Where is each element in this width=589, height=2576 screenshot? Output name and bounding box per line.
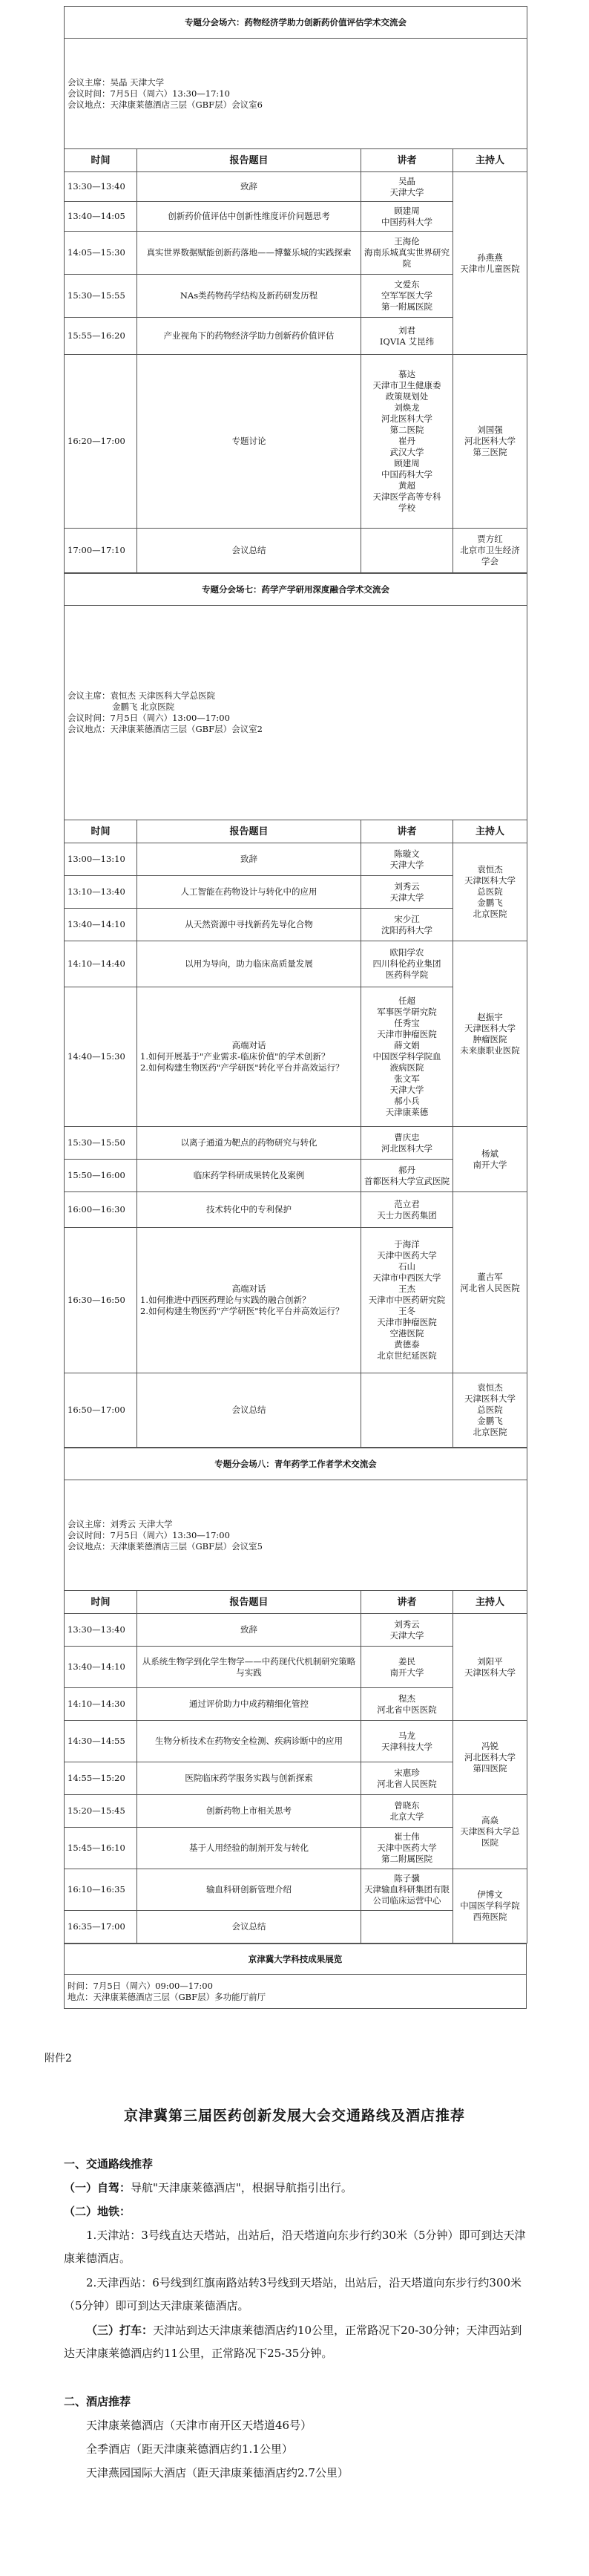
metro-heading: （二）地铁： — [64, 2205, 131, 2218]
section-hotel-heading: 二、酒店推荐 — [64, 2395, 131, 2408]
session-title: 专题分会场八：青年药学工作者学术交流会 — [65, 1448, 527, 1480]
hotel-item: 全季酒店（距天津康莱德酒店约1.1公里） — [86, 2442, 293, 2456]
metro-route-2: 2.天津西站：6号线到红旗南路站转3号线到天塔站，出站后，沿天塔道向东步行约300米（5分钟）即可到达天津康莱德酒店。 — [64, 2276, 522, 2312]
transport-title: 京津冀第三届医药创新发展大会交通路线及酒店推荐 — [123, 2108, 465, 2124]
exhibition-title: 京津冀大学科技成果展览 — [65, 1944, 527, 1975]
hotel-item: 天津康莱德酒店（天津市南开区天塔道46号） — [86, 2419, 312, 2432]
session-7-table: 专题分会场七：药学产学研用深度融合学术交流会 会议主席：袁恒杰 天津医科大学总医院 金鹏飞 北京医院 会议时间：7月5日（周六）13:00—17:00 会议地点：天津康莱德酒店三层（GBF层）会议室2 时间 报告题目 讲者 主持人 13:00—13:10 致辞 陈璇文 天津大学 袁恒杰 天津医科大学 总医院 金鹏飞 北京医院 13:10—13:40 人工智能在药物设计与转化中的应用 刘秀云 天津大学 13:40—14:10 从天然资源中寻找新药先导化合物 宋少江 沈阳药科大学 14:10—14:40 以用为导向，助力临床高质量发展 欧阳学农 四川科伦药业集团 医药科学院 赵振宇 天津医科大学 肿瘤医院 未来康职业医院 14:40—15:30 高端对话 1.如何开展基于"产业需求-临床价值"的学术创新？ 2.如何构建生物医药"产学研医"转化平台并高效运行？ 任超 军事医学研究院 任秀宝 天津市肿瘤医院 薛文娟 中国医学科学院血 液病医院 张文军 天津大学 郝小兵 天津康莱德 15:30—15:50 以离子通道为靶点的药物研究与转化 曹庆忠 河北医科大学 杨斌 南开大学 15:50—16:00 临床药学科研成果转化及案例 郝丹 首都医科大学宣武医院 16:00—16:30 技术转化中的专利保护 范立君 天士力医药集团 董古军 河北省人民医院 16:30—16:50 高端对话 1.如何推进中西医药理论与实践的融合创新？ 2.如何构建生物医药"产学研医"转化平台并高效运行？ 于海洋 天津中医药大学 石山 天津市中西医大学 王杰 天津市中医药研究院 王冬 天津市肿瘤医院 空港医院 黄德泰 北京世纪延医院 16:50—17:00 会议总结 袁恒杰 天津医科大学 总医院 金鹏飞 北京医院 — [64, 573, 527, 1448]
session-title: 专题分会场六：药物经济学助力创新药价值评估学术交流会 — [65, 7, 527, 39]
hotel-item: 天津燕园国际大酒店（距天津康莱德酒店约2.7公里） — [86, 2466, 349, 2479]
drive-para: （一）自驾：导航"天津康莱德酒店"，根据导航指引出行。 — [64, 2181, 352, 2194]
exhibition-table — [64, 1944, 527, 2009]
attachment-label: 附件2 — [45, 2053, 72, 2065]
section-transport-heading: 一、交通路线推荐 — [64, 2157, 154, 2171]
session-info: 会议主席：吴晶 天津大学 会议时间：7月5日（周六）13:30—17:10 会议地点：天津康莱德酒店三层（GBF层）会议室6 — [65, 39, 527, 149]
session-info: 会议主席：刘秀云 天津大学 会议时间：7月5日（周六）13:30—17:00 会议地点：天津康莱德酒店三层（GBF层）会议室5 — [65, 1480, 527, 1591]
session-info: 会议主席：袁恒杰 天津医科大学总医院 金鹏飞 北京医院 会议时间：7月5日（周六）13:00—17:00 会议地点：天津康莱德酒店三层（GBF层）会议室2 — [65, 606, 527, 820]
session-6-table: 专题分会场六：药物经济学助力创新药价值评估学术交流会 会议主席：吴晶 天津大学 会议时间：7月5日（周六）13:30—17:10 会议地点：天津康莱德酒店三层（GBF层）会议室6 时间 报告题目 讲者 主持人 13:30—13:40 致辞 吴晶 天津大学 孙燕燕 天津市儿童医院 13:40—14:05 创新药价值评估中创新性维度评价问题思考 顾建周 中国药科大学 14:05—15:30 真实世界数据赋能创新药落地——博鳌乐城的实践探索 王海伦 海南乐城真实世界研究院 15:30—15:55 NAs类药物药学结构及新药研发历程 文爱东 空军军医大学 第一附属医院 15:55—16:20 产业视角下的药物经济学助力创新药价值评估 刘君 IQVIA 艾昆纬 16:20—17:00 专题讨论 慕达 天津市卫生健康委 政策规划处 刘焕龙 河北医科大学 第二医院 崔丹 武汉大学 顾建周 中国药科大学 黄超 天津医学高等专科 学校 刘国强 河北医科大学 第三医院 17:00—17:10 会议总结 贾方红 北京市卫生经济 学会 — [64, 6, 527, 573]
session-title: 专题分会场七：药学产学研用深度融合学术交流会 — [65, 574, 527, 606]
metro-route-1: 1.天津站：3号线直达天塔站，出站后，沿天塔道向东步行约30米（5分钟）即可到达天津康莱德酒店。 — [64, 2229, 526, 2265]
session-8-table: 专题分会场八：青年药学工作者学术交流会 会议主席：刘秀云 天津大学 会议时间：7月5日（周六）13:30—17:00 会议地点：天津康莱德酒店三层（GBF层）会议室5 时间 报告题目 讲者 主持人 13:30—13:40 致辞 刘秀云 天津大学 刘阳平 天津医科大学 13:40—14:10 从系统生物学到化学生物学——中药现代代机制研究策略与实践 姜民 南开大学 14:10—14:30 通过评价助力中成药精细化管控 程杰 河北省中医医院 14:30—14:55 生物分析技术在药物安全检测、疾病诊断中的应用 马龙 天津科技大学 冯锐 河北医科大学 第四医院 14:55—15:20 医院临床药学服务实践与创新探索 宋惠珍 河北省人民医院 15:20—15:45 创新药物上市相关思考 曾晓东 北京大学 高焱 天津医科大学总医院 15:45—16:10 基于人用经验的制剂开发与转化 崔士伟 天津中医药大学 第二附属医院 16:10—16:35 输血科研创新管理介绍 陈子骥 天津输血科研集团有限 公司临床运营中心 伊博文 中国医学科学院 西苑医院 16:35—17:00 会议总结 — [64, 1448, 527, 1944]
exhibition-info: 时间：7月5日（周六）09:00—17:00 地点：天津康莱德酒店三层（GBF层）多功能厅前厅 — [65, 1975, 527, 2009]
taxi-para: （三）打车：天津站到达天津康莱德酒店约10公里，正常路况下20-30分钟；天津西站到达天津康莱德酒店约11公里，正常路况下25-35分钟。 — [64, 2324, 522, 2360]
